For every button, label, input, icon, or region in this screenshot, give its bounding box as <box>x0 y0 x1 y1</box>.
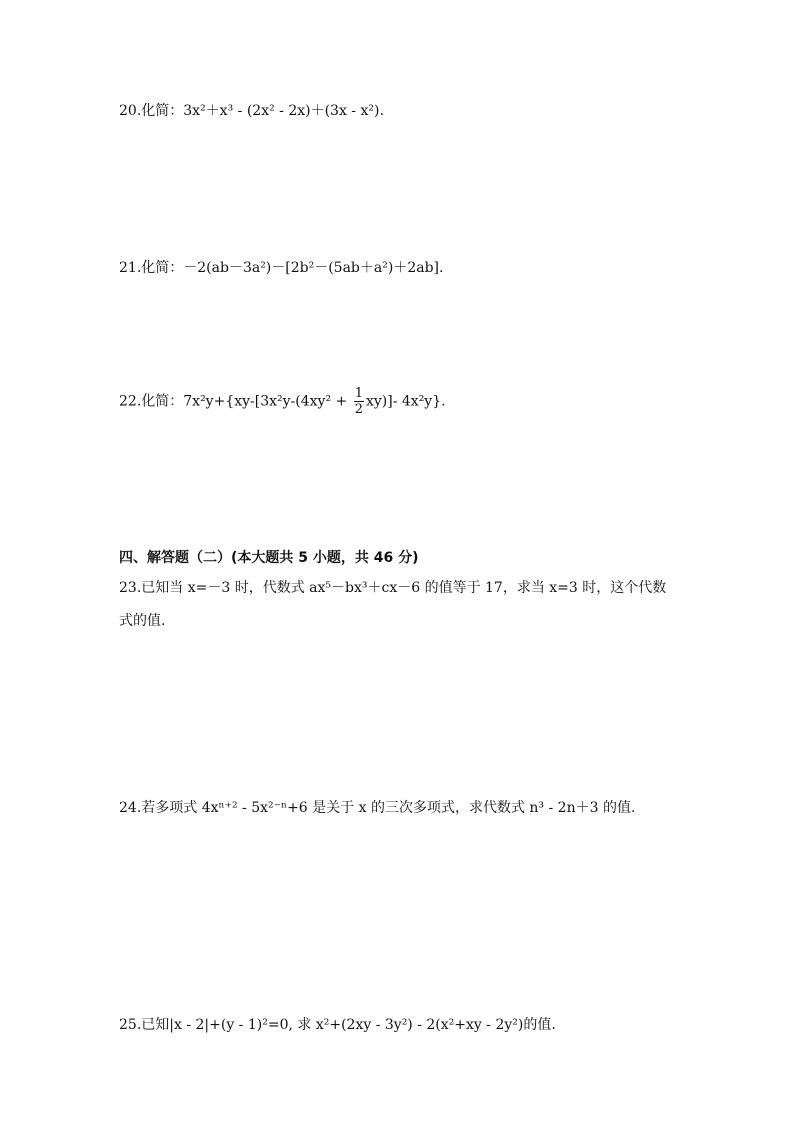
problem-23-line-2: 式的值. <box>119 613 166 629</box>
problem-21-expression: －2(ab－3a²)－[2b²－(5ab＋a²)＋2ab]. <box>183 260 444 276</box>
problem-25: 25.已知|x - 2|+(y - 1)²=0, 求 x²+(2xy - 3y²) - 2(x²+xy - 2y²)的值. <box>119 1017 556 1033</box>
problem-22 <box>119 386 446 417</box>
problem-20-expression: 3x²＋x³ - (2x² - 2x)＋(3x - x²). <box>183 103 384 119</box>
problem-20 <box>119 101 384 121</box>
fraction-denominator: 2 <box>354 402 363 417</box>
problem-23-line-1: 23.已知当 x=－3 时，代数式 ax⁵－bx³＋cx－6 的值等于 17，求当 x=3 时，这个代数 <box>119 580 667 596</box>
fraction-one-half <box>354 386 364 417</box>
problem-20-label: 20.化简： <box>119 103 184 119</box>
problem-21-label: 21.化简： <box>119 260 184 276</box>
problem-22-expression-before: 7x²y+{xy-[3x²y-(4xy² + <box>183 393 352 410</box>
section-heading: 四、解答题（二）(本大题共 5 小题，共 46 分) <box>119 550 419 566</box>
problem-21 <box>119 258 443 278</box>
problem-22-label: 22.化简： <box>119 393 184 410</box>
problem-24: 24.若多项式 4xⁿ⁺² - 5x²⁻ⁿ+6 是关于 x 的三次多项式，求代数式 n³ - 2n＋3 的值. <box>119 800 636 816</box>
fraction-numerator: 1 <box>354 386 363 401</box>
problem-22-expression-after: xy)]- 4x²y}. <box>365 393 446 410</box>
